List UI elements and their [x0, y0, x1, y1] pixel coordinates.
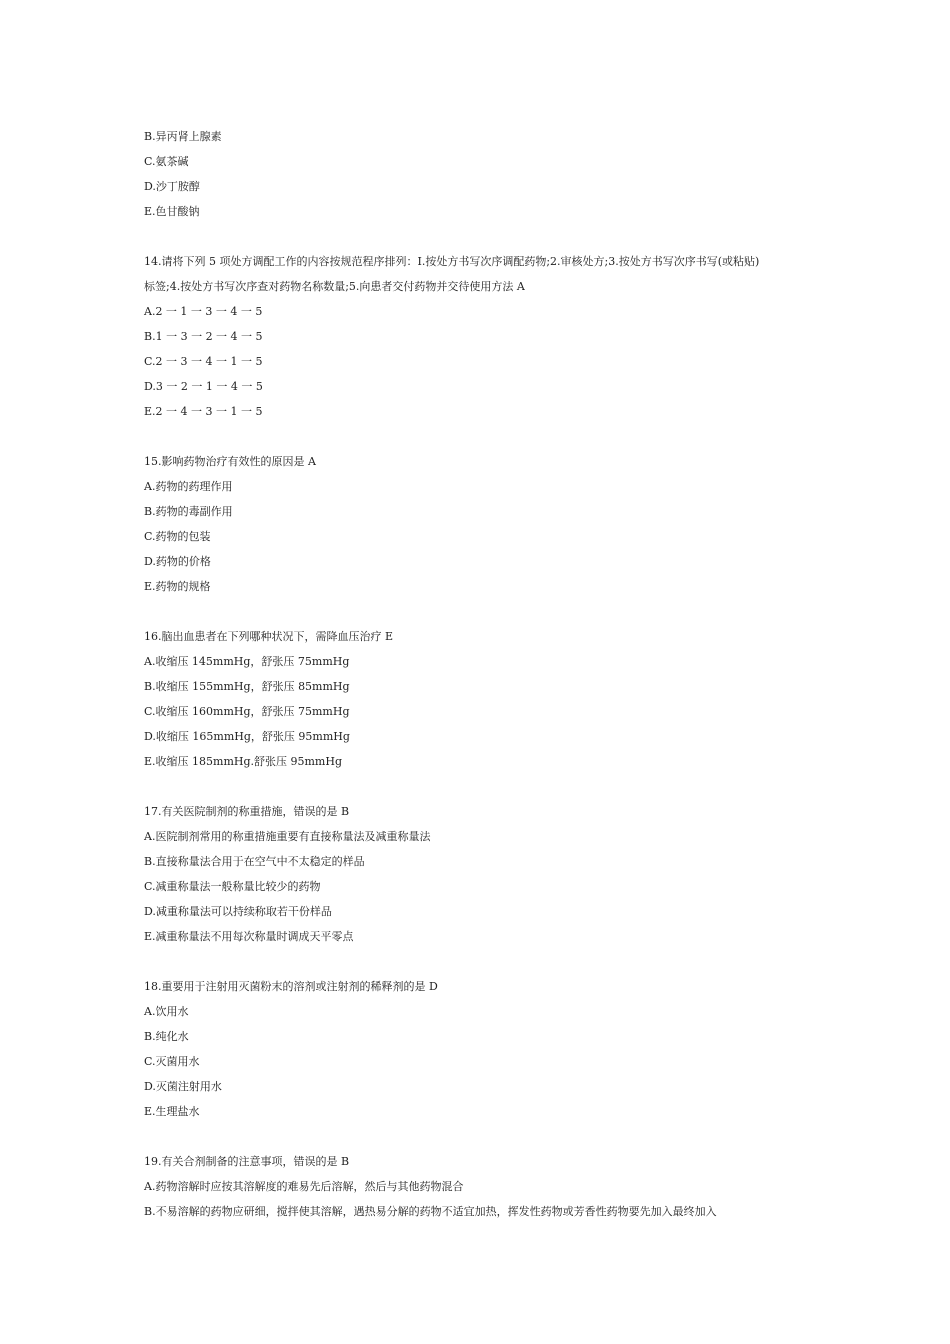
- text-line: D.收缩压 165mmHg，舒张压 95mmHg: [144, 730, 350, 743]
- paragraph-gap: [144, 774, 824, 799]
- question-text: 14.请将下列 5 项处方调配工作的内容按规范程序排列：I.按处方书写次序调配药物;2.审核处方;3.按处方书写次序书写(或粘贴): [144, 255, 760, 268]
- text-line: C.2 一 3 一 4 一 1 一 5: [144, 355, 263, 368]
- text-line: C.灭菌用水: [144, 1055, 200, 1068]
- text-line: D.3 一 2 一 1 一 4 一 5: [144, 380, 263, 393]
- text-line: A.收缩压 145mmHg，舒张压 75mmHg: [144, 655, 350, 668]
- text-line: D.减重称量法可以持续称取若干份样品: [144, 905, 332, 918]
- text-line: C.药物的包装: [144, 530, 211, 543]
- text-line: A.2 一 1 一 3 一 4 一 5: [144, 305, 263, 318]
- text-line: B.药物的毒副作用: [144, 505, 233, 518]
- paragraph-gap: [144, 424, 824, 449]
- text-line: D.沙丁胺醇: [144, 180, 200, 193]
- text-line: A.饮用水: [144, 1005, 189, 1018]
- text-line: B.收缩压 155mmHg，舒张压 85mmHg: [144, 680, 350, 693]
- text-line: A.医院制剂常用的称重措施重要有直接称量法及减重称量法: [144, 830, 431, 843]
- text-line: 标签;4.按处方书写次序查对药物名称数量;5.向患者交付药物并交待使用方法 A: [144, 280, 525, 293]
- text-line: B.直接称量法合用于在空气中不太稳定的样品: [144, 855, 365, 868]
- text-line: E.生理盐水: [144, 1105, 200, 1118]
- document-page: [144, 124, 824, 1224]
- text-line: A.药物的药理作用: [144, 480, 233, 493]
- question-text: 19.有关合剂制备的注意事项，错误的是 B: [144, 1155, 350, 1168]
- paragraph-gap: [144, 1124, 824, 1149]
- text-line: D.灭菌注射用水: [144, 1080, 222, 1093]
- text-line: E.药物的规格: [144, 580, 211, 593]
- text-line: B.异丙肾上腺素: [144, 130, 222, 143]
- text-line: B.不易溶解的药物应研细，搅拌使其溶解，遇热易分解的药物不适宜加热，挥发性药物或芳香性药物要先加入最终加入: [144, 1205, 717, 1218]
- question-text: 18.重要用于注射用灭菌粉末的溶剂或注射剂的稀释剂的是 D: [144, 980, 438, 993]
- text-line: E.色甘酸钠: [144, 205, 200, 218]
- text-line: D.药物的价格: [144, 555, 211, 568]
- text-line: E.收缩压 185mmHg.舒张压 95mmHg: [144, 755, 342, 768]
- text-line: E.减重称量法不用每次称量时调成天平零点: [144, 930, 354, 943]
- text-line: C.氨茶碱: [144, 155, 189, 168]
- paragraph-gap: [144, 599, 824, 624]
- text-line: A.药物溶解时应按其溶解度的难易先后溶解，然后与其他药物混合: [144, 1180, 464, 1193]
- question-text: 17.有关医院制剂的称重措施，错误的是 B: [144, 805, 350, 818]
- question-text: 16.脑出血患者在下列哪种状况下，需降血压治疗 E: [144, 630, 394, 643]
- text-line: E.2 一 4 一 3 一 1 一 5: [144, 405, 263, 418]
- text-line: C.收缩压 160mmHg，舒张压 75mmHg: [144, 705, 350, 718]
- paragraph-gap: [144, 224, 824, 249]
- text-line: B.1 一 3 一 2 一 4 一 5: [144, 330, 263, 343]
- paragraph-gap: [144, 949, 824, 974]
- text-line: B.纯化水: [144, 1030, 189, 1043]
- text-line: C.减重称量法一般称量比较少的药物: [144, 880, 321, 893]
- question-text: 15.影响药物治疗有效性的原因是 A: [144, 455, 316, 468]
